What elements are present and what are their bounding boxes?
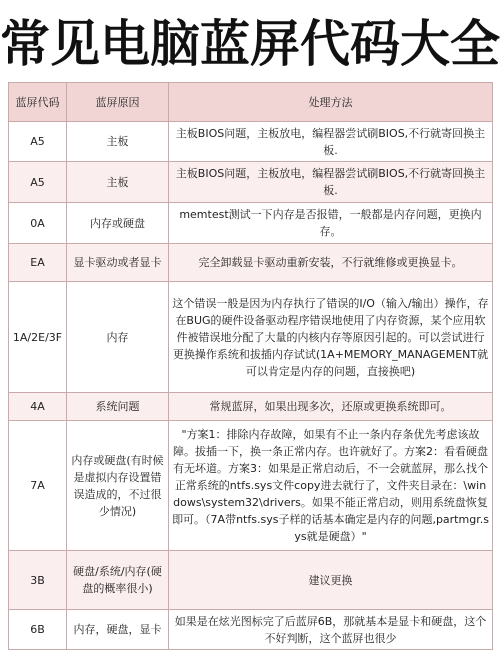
cause-cell: 硬盘/系统/内存(硬盘的概率很小) — [67, 551, 169, 610]
code-cell: A5 — [9, 162, 67, 203]
cause-cell: 系统问题 — [67, 393, 169, 421]
table-header-row — [9, 83, 493, 122]
code-cell: 7A — [9, 421, 67, 551]
cause-cell: 内存，硬盘，显卡 — [67, 610, 169, 650]
code-cell: 3B — [9, 551, 67, 610]
table-row — [9, 244, 493, 282]
cause-cell: 内存或硬盘(有时候是虚拟内存设置错误造成的，不过很少情况) — [67, 421, 169, 551]
cause-cell: 内存 — [67, 282, 169, 393]
table-row — [9, 610, 493, 650]
cause-cell: 内存或硬盘 — [67, 203, 169, 244]
code-cell: 1A/2E/3F — [9, 282, 67, 393]
table-row — [9, 122, 493, 162]
bsod-code-table — [8, 82, 493, 650]
header-fix: 处理方法 — [169, 83, 493, 122]
code-cell: 6B — [9, 610, 67, 650]
fix-cell: 如果是在炫光图标完了后蓝屏6B，那就基本是显卡和硬盘，这个不好判断，这个蓝屏也很少 — [169, 610, 493, 650]
header-cause: 蓝屏原因 — [67, 83, 169, 122]
fix-cell: 主板BIOS问题，主板放电，编程器尝试刷BIOS,不行就寄回换主板. — [169, 122, 493, 162]
page-title: 常见电脑蓝屏代码大全 — [0, 15, 500, 73]
cause-cell: 主板 — [67, 162, 169, 203]
cause-cell: 显卡驱动或者显卡 — [67, 244, 169, 282]
fix-cell: 完全卸载显卡驱动重新安装，不行就维修或更换显卡。 — [169, 244, 493, 282]
fix-cell: 建议更换 — [169, 551, 493, 610]
table-row — [9, 393, 493, 421]
fix-cell: "方案1：排除内存故障，如果有不止一条内存条优先考虑该故障。拔插一下，换一条正常内存。也许就好了。方案2：看看硬盘有无坏道。方案3：如果是正常启动后，不一会就蓝屏，那么找个正常系统的ntfs.sys文件copy进去就行了，文件夹目录在：\windows\system32\drivers。如果不能正常启动，则用系统盘恢复即可。（7A带ntfs.sys子样的话基本确定是内存的问题,partmgr.sys就是硬盘）" — [169, 421, 493, 551]
fix-cell: 主板BIOS问题，主板放电，编程器尝试刷BIOS,不行就寄回换主板. — [169, 162, 493, 203]
table-row — [9, 282, 493, 393]
fix-cell: memtest测试一下内存是否报错，一般都是内存问题，更换内存。 — [169, 203, 493, 244]
code-cell: 0A — [9, 203, 67, 244]
table-row — [9, 203, 493, 244]
table-row — [9, 162, 493, 203]
table-row — [9, 551, 493, 610]
code-cell: A5 — [9, 122, 67, 162]
code-cell: EA — [9, 244, 67, 282]
code-cell: 4A — [9, 393, 67, 421]
table-row — [9, 421, 493, 551]
cause-cell: 主板 — [67, 122, 169, 162]
fix-cell: 常规蓝屏，如果出现多次，还原或更换系统即可。 — [169, 393, 493, 421]
header-code: 蓝屏代码 — [9, 83, 67, 122]
fix-cell: 这个错误一般是因为内存执行了错误的I/O（输入/输出）操作，存在BUG的硬件设备驱动程序错误地使用了内存资源，某个应用软件被错误地分配了大量的内核内存等原因引起的。可以尝试进行更换操作系统和拔插内存试试(1A+MEMORY_MANAGEMENT就可以肯定是内存的问题，直接换吧) — [169, 282, 493, 393]
